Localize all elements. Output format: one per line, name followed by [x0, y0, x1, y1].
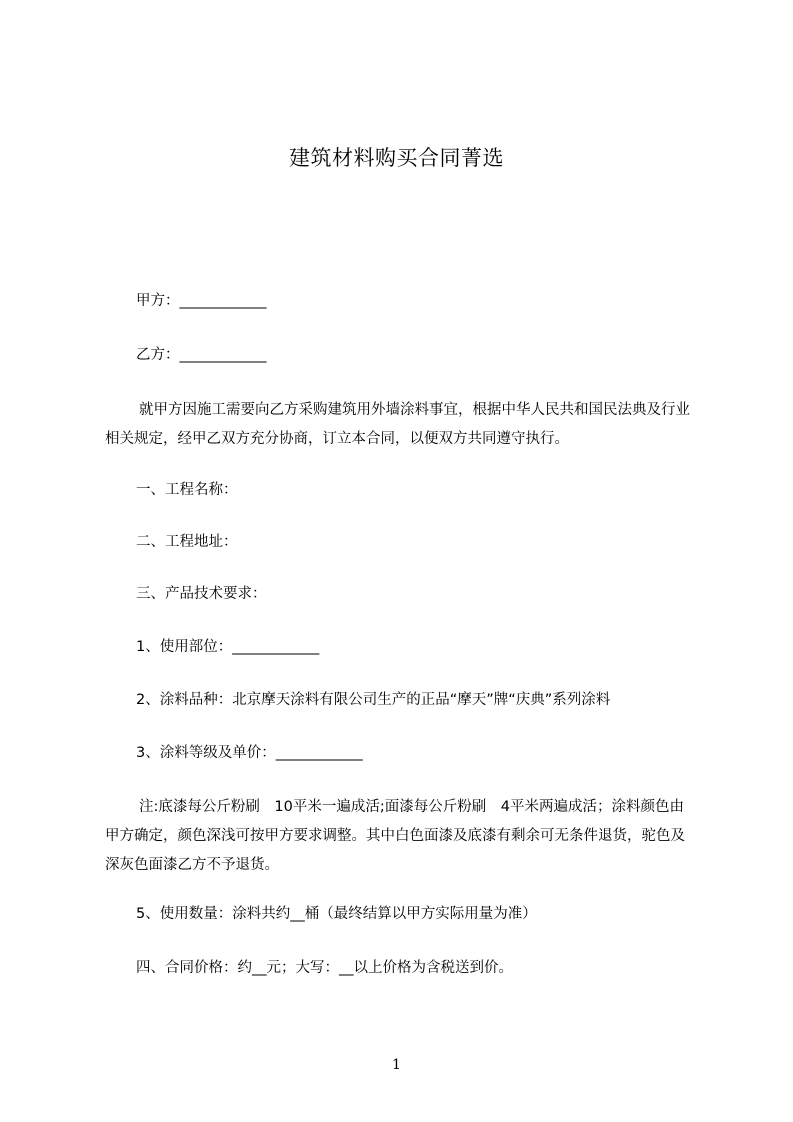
- item-paint-grade-price: 3、涂料等级及单价：____________: [136, 745, 363, 761]
- party-b-line: 乙方：____________: [136, 347, 267, 363]
- item-usage-location: 1、使用部位：____________: [136, 639, 320, 655]
- intro-text: 就甲方因施工需要向乙方采购建筑用外墙涂料事宜，根据中华人民共和国民法典及行业相关规定，经甲乙双方充分协商，订立本合同，以便双方共同遵守执行。: [105, 402, 690, 447]
- section-project-address: 二、工程地址：: [136, 534, 238, 550]
- section-technical-requirements: 三、产品技术要求：: [136, 586, 267, 602]
- item-usage-quantity: 5、使用数量：涂料共约__桶（最终结算以甲方实际用量为准）: [136, 906, 537, 922]
- intro-paragraph: [105, 396, 690, 454]
- note-text: 注:底漆每公斤粉刷 10平米一遍成活;面漆每公斤粉刷 4平米两遍成活；涂料颜色由甲方确定，颜色深浅可按甲方要求调整。其中白色面漆及底漆有剩余可无条件退货，驼色及深灰色面漆乙方不予退货。: [105, 799, 685, 873]
- section-project-name: 一、工程名称：: [136, 482, 238, 498]
- page-number: 1: [392, 1057, 401, 1073]
- note-paragraph: [105, 793, 690, 880]
- party-a-line: 甲方：____________: [136, 293, 267, 309]
- section-contract-price: 四、合同价格：约__元；大写：__以上价格为含税送到价。: [136, 960, 513, 976]
- document-title: 建筑材料购买合同菁选: [289, 146, 504, 170]
- item-paint-variety: 2、涂料品种：北京摩天涂料有限公司生产的正品“摩天”牌“庆典”系列涂料: [136, 692, 611, 708]
